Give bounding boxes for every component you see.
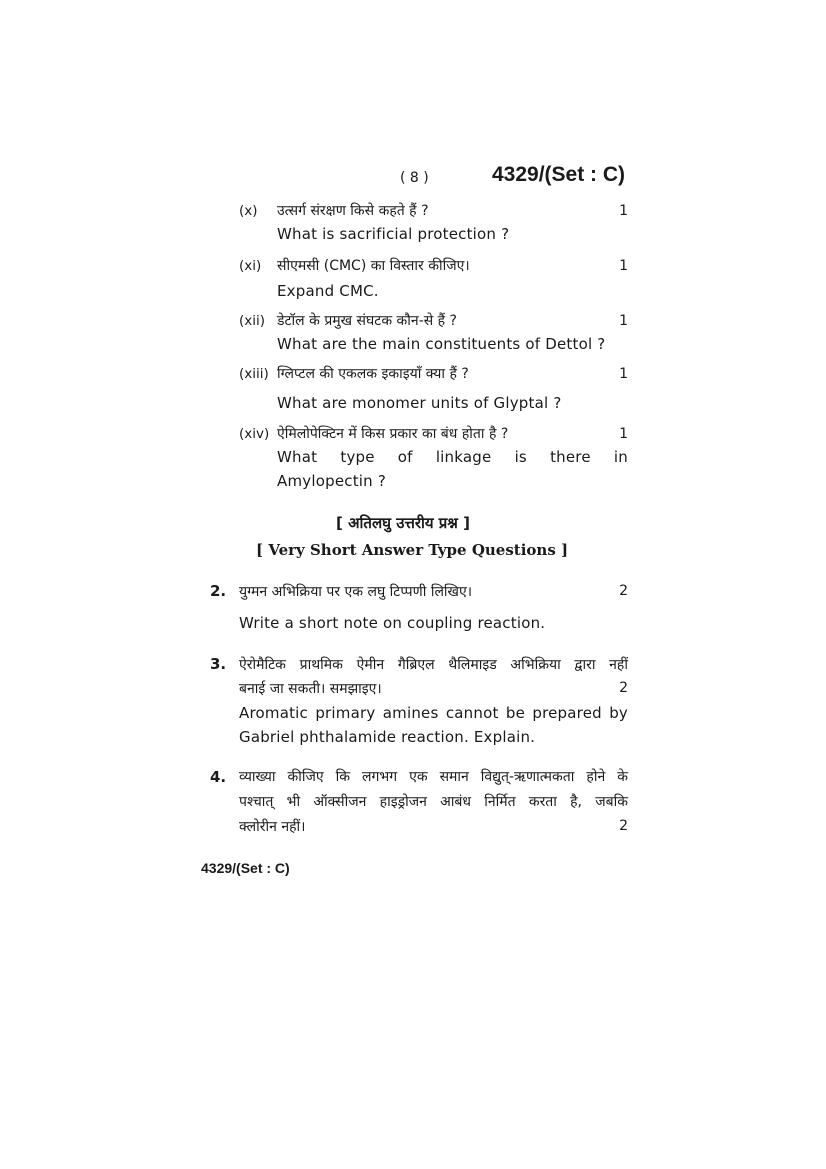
subq-number-xi: (xi) xyxy=(239,258,262,274)
subq-hindi-xiv: ऐमिलोपेक्टिन में किस प्रकार का बंध होता है ? xyxy=(277,426,509,442)
question-english-3-line2: Gabriel phthalamide reaction. Explain. xyxy=(239,728,536,746)
question-number-4: 4. xyxy=(210,768,227,786)
page-number: ( 8 ) xyxy=(400,170,429,186)
section-title-english: [ Very Short Answer Type Questions ] xyxy=(256,541,569,559)
paper-code-header: 4329/(Set : C) xyxy=(492,163,626,186)
subq-marks-xiii: 1 xyxy=(619,366,628,382)
subq-number-xiv: (xiv) xyxy=(239,426,270,442)
question-hindi-2: युग्मन अभिक्रिया पर एक लघु टिप्पणी लिखिए। xyxy=(239,584,473,600)
subq-english-xiv-line2: Amylopectin ? xyxy=(277,472,386,490)
question-hindi-4-line3: क्लोरीन नहीं। xyxy=(239,819,306,835)
subq-marks-xi: 1 xyxy=(619,258,628,274)
question-marks-2: 2 xyxy=(619,583,628,599)
question-number-3: 3. xyxy=(210,655,227,673)
question-hindi-4-line1: व्याख्या कीजिए कि लगभग एक समान विद्युत्-ऋणात्मकता होने के xyxy=(239,769,628,785)
subq-marks-xii: 1 xyxy=(619,313,628,329)
subq-marks-xiv: 1 xyxy=(619,426,628,442)
subq-marks-x: 1 xyxy=(619,203,628,219)
subq-hindi-x: उत्सर्ग संरक्षण किसे कहते हैं ? xyxy=(277,203,429,219)
subq-english-x: What is sacrificial protection ? xyxy=(277,225,510,243)
subq-english-xiii: What are monomer units of Glyptal ? xyxy=(277,394,562,412)
subq-hindi-xii: डेटॉल के प्रमुख संघटक कौन-से हैं ? xyxy=(277,313,457,329)
subq-number-xiii: (xiii) xyxy=(239,366,269,382)
section-title-hindi: [ अतिलघु उत्तरीय प्रश्न ] xyxy=(336,514,470,532)
question-hindi-3-line1: ऐरोमैटिक प्राथमिक ऐमीन गैब्रिएल थैलिमाइड अभिक्रिया द्वारा नहीं xyxy=(239,657,628,673)
subq-number-x: (x) xyxy=(239,203,258,219)
question-number-2: 2. xyxy=(210,582,227,600)
subq-number-xii: (xii) xyxy=(239,313,266,329)
question-marks-4: 2 xyxy=(619,818,628,834)
subq-english-xiv-line1: What type of linkage is there in xyxy=(277,448,628,466)
question-hindi-4-line2: पश्चात् भी ऑक्सीजन हाइड्रोजन आबंध निर्मित करता है, जबकि xyxy=(239,794,628,810)
paper-code-footer: 4329/(Set : C) xyxy=(201,860,290,876)
subq-hindi-xi: सीएमसी (CMC) का विस्तार कीजिए। xyxy=(277,258,470,274)
question-marks-3: 2 xyxy=(619,680,628,696)
subq-english-xi: Expand CMC. xyxy=(277,282,379,300)
subq-hindi-xiii: ग्लिप्टल की एकलक इकाइयाँ क्या हैं ? xyxy=(277,366,469,382)
subq-english-xii: What are the main constituents of Dettol ? xyxy=(277,335,606,353)
question-english-2: Write a short note on coupling reaction. xyxy=(239,614,546,632)
question-english-3-line1: Aromatic primary amines cannot be prepared by xyxy=(239,704,628,722)
question-hindi-3-line2: बनाई जा सकती। समझाइए। xyxy=(239,681,382,697)
